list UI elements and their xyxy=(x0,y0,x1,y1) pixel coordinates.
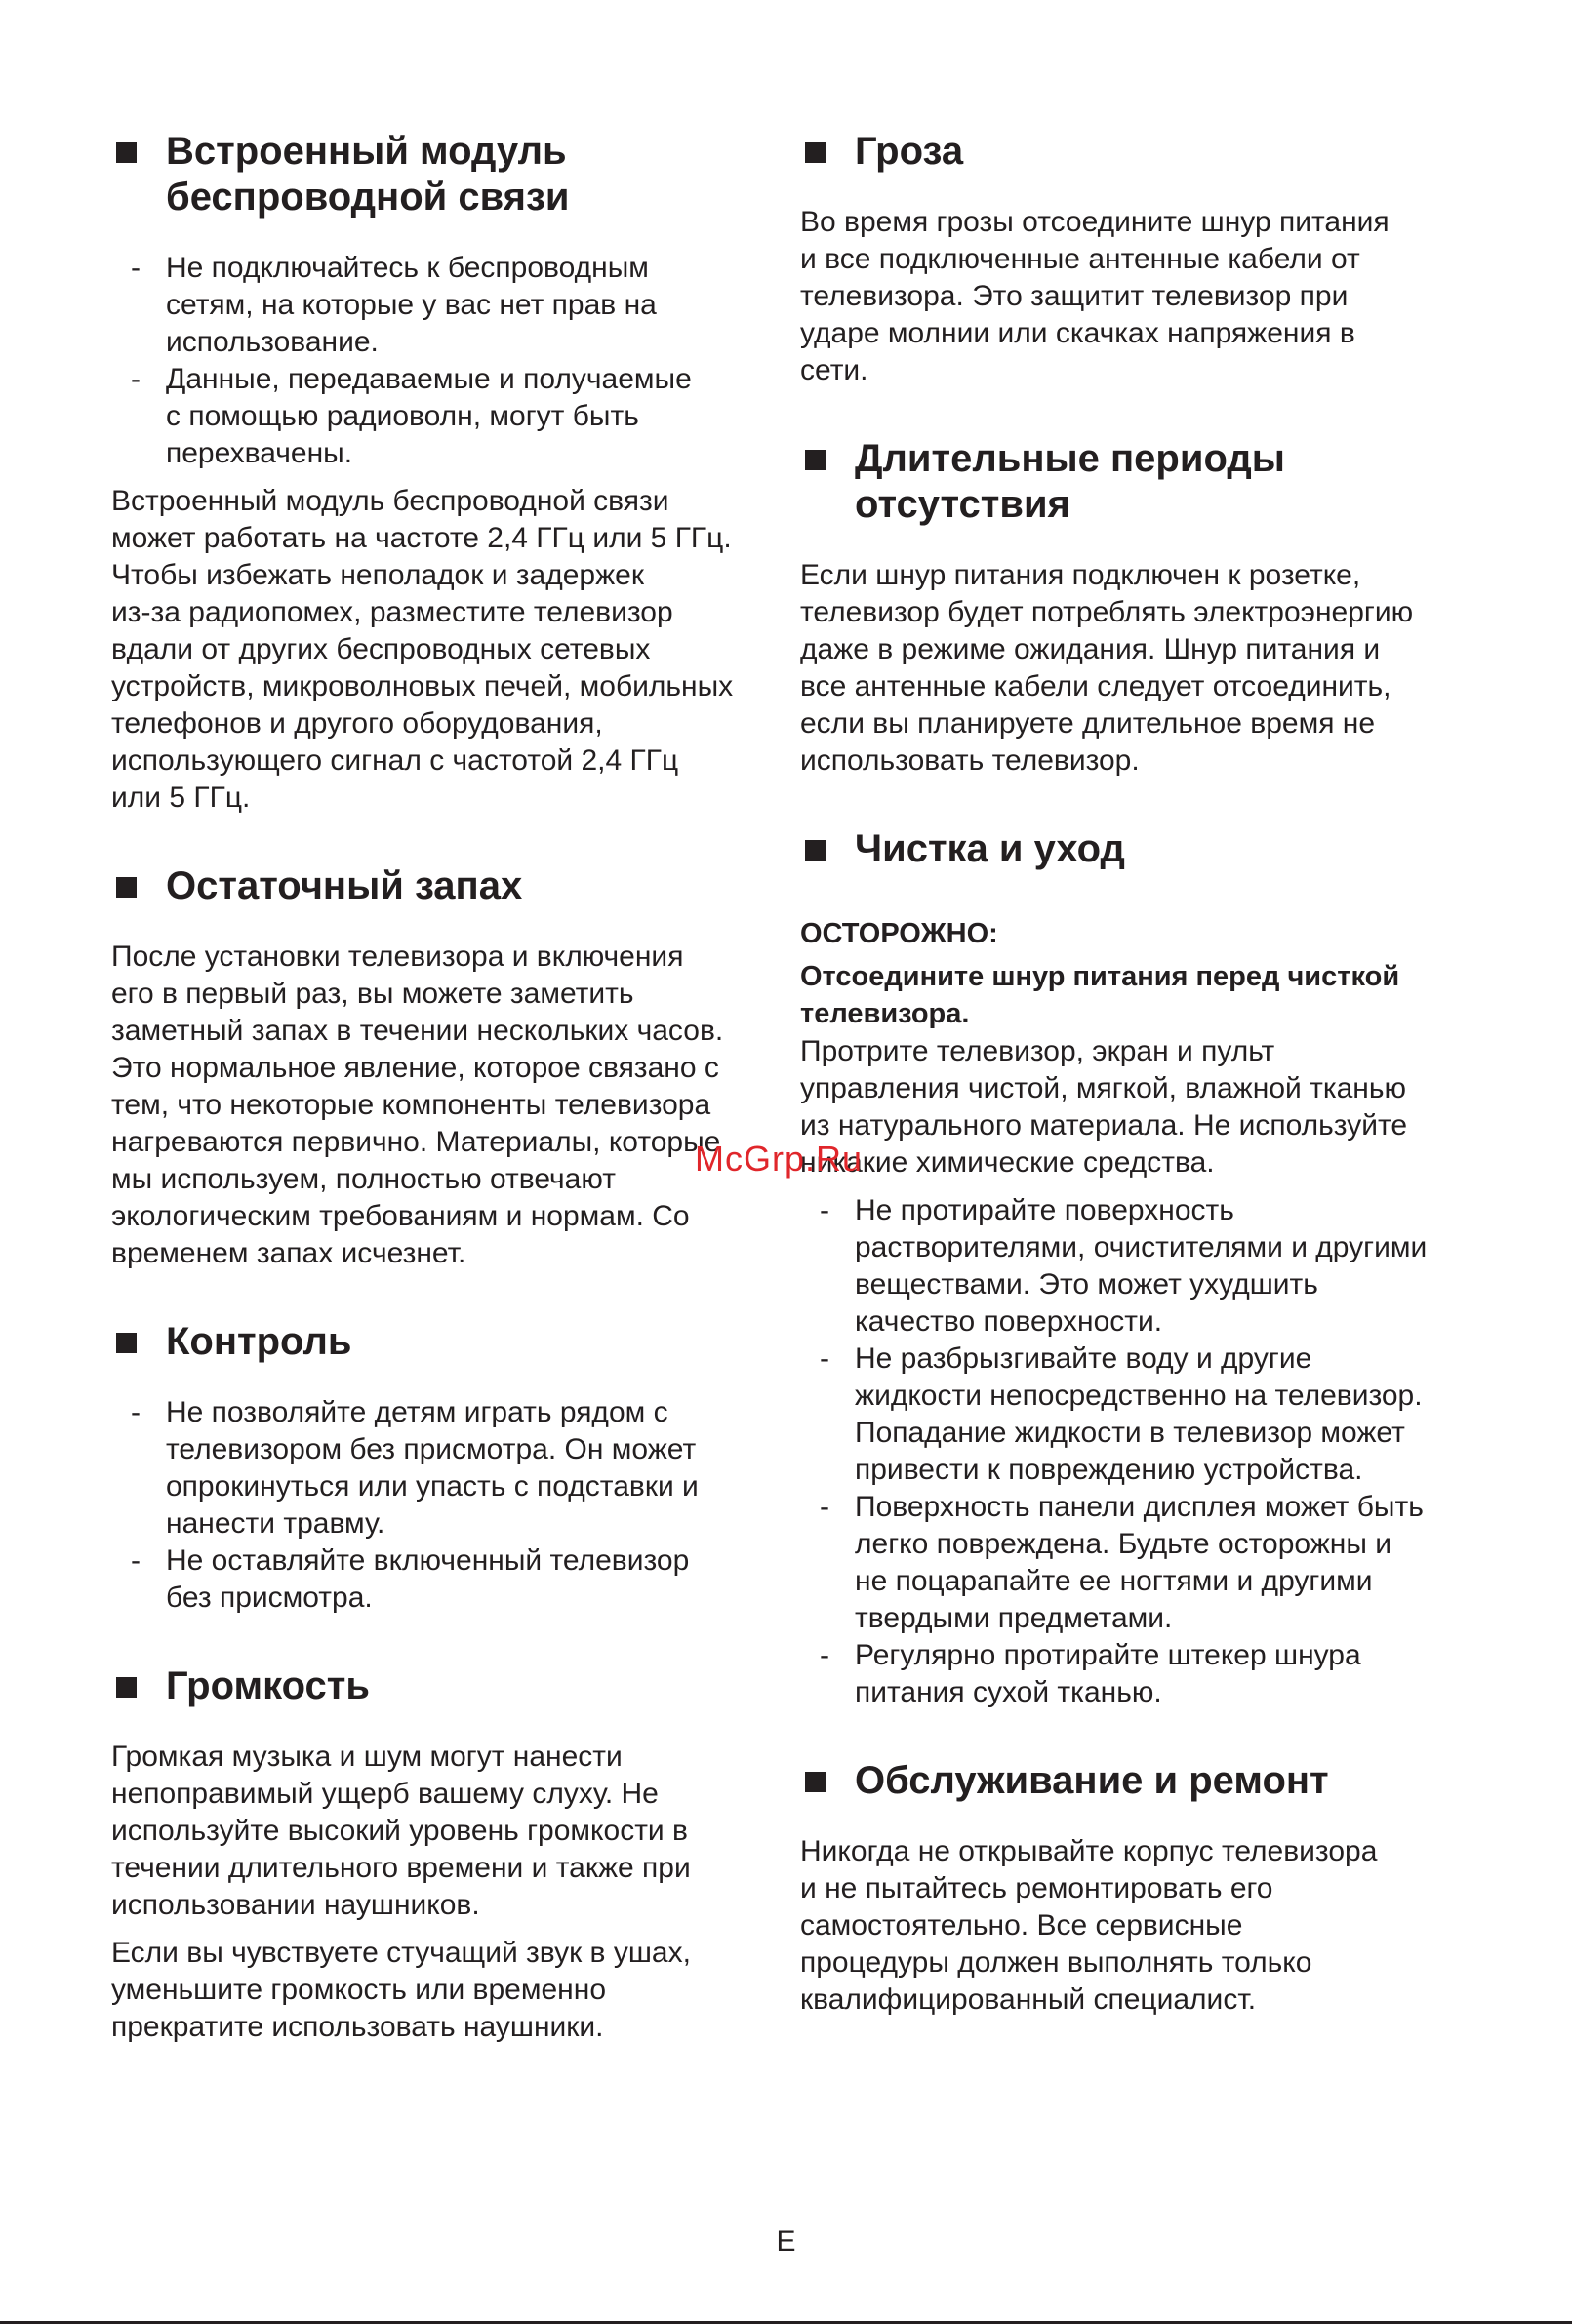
section-wireless xyxy=(111,129,775,817)
service-paragraph: Никогда не открывайте корпус телевизора и не пытайтесь ремонтировать его самостоятельно. Все сервисные процедуры должен выполнять только квалифицированный специалист. xyxy=(800,1835,1378,2016)
section-absence xyxy=(800,436,1483,780)
square-bullet-icon xyxy=(116,877,137,898)
section-volume xyxy=(111,1663,775,2046)
square-bullet-icon xyxy=(116,1333,137,1353)
square-bullet-icon xyxy=(805,450,826,470)
heading-cleaning: Чистка и уход xyxy=(800,826,1483,872)
section-storm xyxy=(800,129,1483,389)
volume-paragraph-1: Громкая музыка и шум могут нанести непоправимый ущерб вашему слуху. Не используйте высокий уровень громкости в течении длительного времени и также при использовании наушников. xyxy=(111,1741,691,1921)
section-odor xyxy=(111,863,775,1272)
square-bullet-icon xyxy=(116,142,137,163)
list-item: - Поверхность панели дисплея может быть легко повреждена. Будьте осторожны и не поцарапайте ее ногтями и другими твердыми предметами. xyxy=(820,1491,1424,1634)
square-bullet-icon xyxy=(805,840,826,861)
cleaning-paragraph: Протрите телевизор, экран и пульт управления чистой, мягкой, влажной тканью из натурального материала. Не используйте никакие химические средства. xyxy=(800,1035,1408,1179)
left-column xyxy=(111,129,775,2046)
caution-text: Отсоедините шнур питания перед чисткой телевизора. xyxy=(800,961,1400,1029)
volume-paragraph-2: Если вы чувствуете стучащий звук в ушах, уменьшите громкость или временно прекратите использовать наушники. xyxy=(111,1937,691,2043)
heading-storm: Гроза xyxy=(800,129,1483,175)
list-item: - Не протирайте поверхность растворителями, очистителями и другими веществами. Это может ухудшить качество поверхности. xyxy=(820,1194,1428,1338)
wireless-list xyxy=(111,250,775,472)
heading-service: Обслуживание и ремонт xyxy=(800,1758,1483,1804)
section-service xyxy=(800,1758,1483,2019)
list-item: - Не разбрызгивайте воду и другие жидкости непосредственно на телевизор. Попадание жидкости в телевизор может привести к повреждению устройства. xyxy=(820,1342,1423,1486)
list-item: - Данные, передаваемые и получаемые с помощью радиоволн, могут быть перехвачены. xyxy=(131,363,692,469)
absence-paragraph: Если шнур питания подключен к розетке, телевизор будет потреблять электроэнергию даже в режиме ожидания. Шнур питания и все антенные кабели следует отсоединить, если вы планируете длительное время не использовать телевизор. xyxy=(800,559,1414,777)
odor-paragraph: После установки телевизора и включения его в первый раз, вы можете заметить заметный запах в течении нескольких часов. Это нормальное явление, которое связано с тем, что некоторые компоненты телевизора нагреваются первично. Материалы, которые мы используем, полностью отвечают экологическим требованиям и нормам. Со временем запах исчезнет. xyxy=(111,941,724,1269)
storm-paragraph: Во время грозы отсоедините шнур питания и все подключенные антенные кабели от телевизора. Это защитит телевизор при ударе молнии или скачках напряжения в сети. xyxy=(800,206,1390,386)
watermark: McGrp.Ru xyxy=(695,1139,864,1179)
wireless-paragraph: Встроенный модуль беспроводной связи может работать на частоте 2,4 ГГц или 5 ГГц. Чтобы избежать неполадок и задержек из-за радиопомех, разместите телевизор вдали от других беспроводных сетевых устройств, микроволновых печей, мобильных телефонов и другого оборудования, использующего сигнал с частотой 2,4 ГГц или 5 ГГц. xyxy=(111,485,734,814)
section-cleaning xyxy=(800,826,1483,1711)
control-list xyxy=(111,1394,775,1617)
heading-control: Контроль xyxy=(111,1319,775,1365)
right-column xyxy=(800,129,1483,2019)
square-bullet-icon xyxy=(805,142,826,163)
caution-label: ОСТОРОЖНО: xyxy=(800,918,998,949)
heading-odor: Остаточный запах xyxy=(111,863,775,909)
list-item: - Регулярно протирайте штекер шнура питания сухой тканью. xyxy=(820,1639,1361,1708)
square-bullet-icon xyxy=(116,1677,137,1698)
heading-absence: Длительные периоды отсутствия xyxy=(800,436,1483,528)
list-item: - Не подключайтесь к беспроводным сетям, на которые у вас нет прав на использование. xyxy=(131,252,657,358)
page-number: E xyxy=(776,2225,796,2258)
list-item: - Не позволяйте детям играть рядом с телевизором без присмотра. Он может опрокинуться или упасть с подставки и нанести травму. xyxy=(131,1396,699,1540)
square-bullet-icon xyxy=(805,1772,826,1792)
cleaning-list xyxy=(800,1192,1483,1711)
list-item: - Не оставляйте включенный телевизор без присмотра. xyxy=(131,1544,690,1614)
heading-volume: Громкость xyxy=(111,1663,775,1709)
heading-wireless: Встроенный модуль беспроводной связи xyxy=(111,129,775,220)
section-control xyxy=(111,1319,775,1617)
